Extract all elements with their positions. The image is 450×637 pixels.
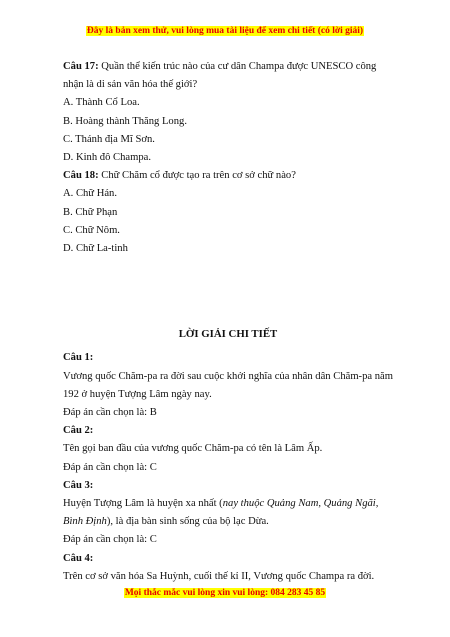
preview-notice-banner bbox=[0, 26, 450, 36]
solution-3-label: Câu 3: bbox=[63, 479, 94, 491]
contact-banner bbox=[0, 588, 450, 598]
solution-3-text-after: ), là địa bàn sinh sống của bộ lạc Dừa. bbox=[106, 516, 269, 528]
question-18-text: Chữ Chăm cổ được tạo ra trên cơ sở chữ nào? bbox=[98, 170, 296, 182]
question-18 bbox=[63, 167, 393, 185]
solution-1-text: Vương quốc Chăm-pa ra đời sau cuộc khởi nghĩa của nhân dân Chăm-pa năm 192 ở huyện Tượng Lâm ngày nay. bbox=[63, 370, 393, 400]
solution-3-text-italic: nay thuộc Quảng Nam, Quảng Ngãi, Bình Định bbox=[63, 498, 379, 528]
solution-3-text-before: Huyện Tượng Lâm là huyện xa nhất ( bbox=[63, 498, 223, 510]
question-18-option-c: C. Chữ Nôm. bbox=[63, 224, 120, 236]
spacer bbox=[63, 258, 393, 318]
document-body bbox=[63, 58, 393, 586]
question-17-text: Quần thể kiến trúc nào của cư dân Champa được UNESCO công nhận là di sản văn hóa thế giới? bbox=[63, 61, 377, 91]
solution-4-text: Trên cơ sở văn hóa Sa Huỳnh, cuối thế kỉ II, Vương quốc Champa ra đời. bbox=[63, 570, 375, 582]
solution-1-answer: Đáp án cần chọn là: B bbox=[63, 407, 157, 419]
question-18-option-b: B. Chữ Phạn bbox=[63, 206, 118, 218]
contact-text: Mọi thắc mắc vui lòng xin vui lòng: 084 283 45 85 bbox=[124, 588, 326, 598]
question-17 bbox=[63, 58, 393, 94]
question-18-label: Câu 18: bbox=[63, 170, 99, 182]
solution-2-label: Câu 2: bbox=[63, 425, 94, 437]
question-17-option-c: C. Thánh địa Mĩ Sơn. bbox=[63, 133, 155, 145]
preview-notice-text: Đây là bản xem thử, vui lòng mua tài liệu để xem chi tiết (có lời giải) bbox=[86, 26, 364, 36]
question-17-option-a: A. Thành Cổ Loa. bbox=[63, 97, 140, 109]
solution-4-label: Câu 4: bbox=[63, 552, 94, 564]
question-17-label: Câu 17: bbox=[63, 61, 99, 72]
solution-3-text bbox=[63, 495, 393, 531]
question-17-option-d: D. Kinh đô Champa. bbox=[63, 152, 151, 164]
question-18-option-a: A. Chữ Hán. bbox=[63, 188, 117, 200]
solution-2-answer: Đáp án cần chọn là: C bbox=[63, 461, 157, 473]
solutions-heading: LỜI GIẢI CHI TIẾT bbox=[178, 328, 278, 341]
solution-1-label: Câu 1: bbox=[63, 352, 94, 364]
solution-3-answer: Đáp án cần chọn là: C bbox=[63, 534, 157, 546]
question-18-option-d: D. Chữ La-tinh bbox=[63, 243, 128, 255]
question-17-option-b: B. Hoàng thành Thăng Long. bbox=[63, 115, 187, 127]
solution-2-text: Tên gọi ban đầu của vương quốc Chăm-pa có tên là Lâm Ấp. bbox=[63, 443, 323, 455]
